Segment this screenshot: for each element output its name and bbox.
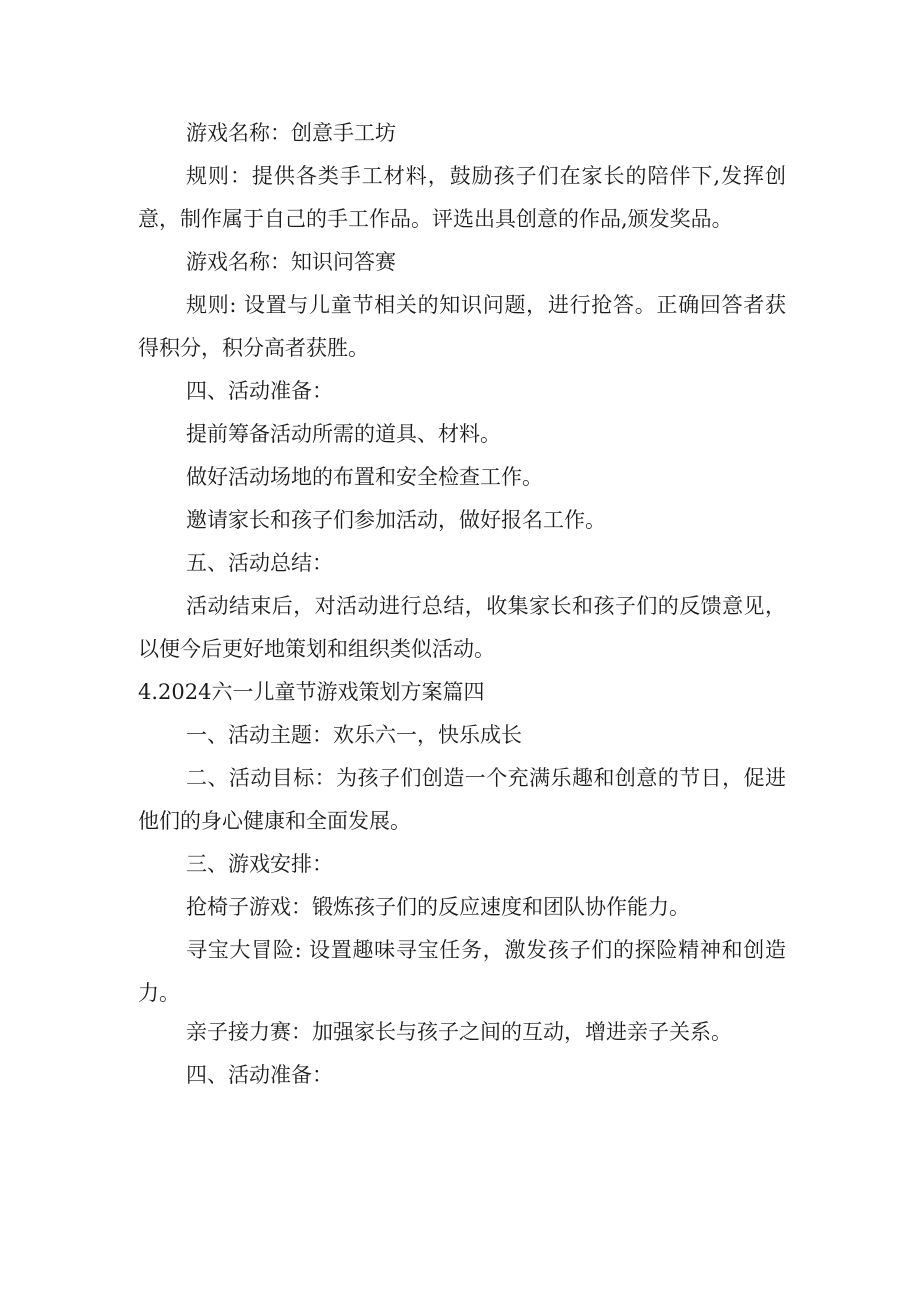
- game-name-crafts: 游戏名称：创意手工坊: [186, 121, 396, 145]
- prep-item-invite: 邀请家长和孩子们参加活动，做好报名工作。: [186, 508, 606, 532]
- heading-games: 三、游戏安排：: [186, 852, 333, 876]
- game-item-chairs: 抢椅子游戏：锻炼孩子们的反应速度和团队协作能力。: [186, 895, 690, 919]
- rules-quiz: 规则: 设置与儿童节相关的知识问题，进行抢答。正确回答者获得积分，积分高者获胜。: [138, 293, 786, 360]
- heading-theme: 一、活动主题：欢乐六一，快乐成长: [186, 723, 522, 747]
- game-item-relay: 亲子接力赛：加强家长与孩子之间的互动，增进亲子关系。: [186, 1020, 732, 1044]
- article-title-part4: 4.2024六一儿童节游戏策划方案篇四: [138, 680, 485, 704]
- document-body: [138, 112, 786, 1097]
- prep-item-materials: 提前筹备活动所需的道具、材料。: [186, 422, 501, 446]
- game-item-treasure: 寻宝大冒险: 设置趣味寻宝任务，激发孩子们的探险精神和创造力。: [138, 938, 786, 1005]
- game-name-quiz: 游戏名称：知识问答赛: [186, 250, 396, 274]
- heading-preparation-2: 四、活动准备：: [186, 1063, 333, 1087]
- section-heading-preparation: 四、活动准备：: [186, 379, 333, 403]
- section-heading-summary: 五、活动总结：: [186, 551, 333, 575]
- rules-crafts: 规则：提供各类手工材料，鼓励孩子们在家长的陪伴下,发挥创意，制作属于自己的手工作品。评选出具创意的作品,颁发奖品。: [138, 164, 786, 231]
- heading-goal: 二、活动目标：为孩子们创造一个充满乐趣和创意的节日，促进他们的身心健康和全面发展。: [138, 766, 786, 833]
- prep-item-venue: 做好活动场地的布置和安全检查工作。: [186, 465, 543, 489]
- summary-text: 活动结束后，对活动进行总结，收集家长和孩子们的反馈意见，以便今后更好地策划和组织类似活动。: [138, 594, 786, 661]
